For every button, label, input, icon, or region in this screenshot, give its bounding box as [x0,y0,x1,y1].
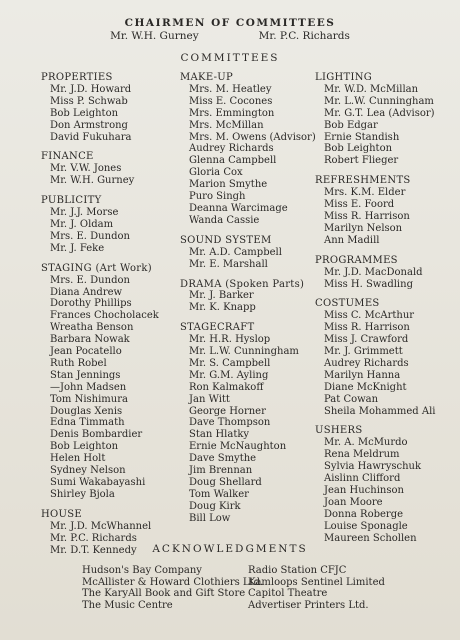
committee-member: Marion Smythe [189,179,268,191]
committee-member: Helen Holt [50,453,106,465]
committee-members [41,84,176,144]
committee-member: Miss R. Harrison [324,322,410,334]
committee-member: Bob Leighton [50,107,119,119]
committee-member: Mr. J.D. MacDonald [324,266,423,278]
committee-title: LIGHTING [315,72,373,83]
committees-heading: COMMITTEES [180,52,280,64]
chairmen-row [0,30,460,42]
committee-member: Mr. G.T. Lea (Advisor) [324,107,435,119]
committee-member: Jim Brennan [189,465,253,477]
committee-member: Mrs. E. Dundon [50,274,130,286]
committee-members [315,267,460,291]
committee-section [41,263,176,501]
acknowledgment-item: Hudson's Bay Company [82,565,202,576]
committee-member: Ann Madill [324,234,380,246]
committee-members [41,275,176,501]
committee-member: Mrs. K.M. Elder [324,187,406,199]
committee-member: Mr. L.W. Cunningham [324,95,434,107]
committee-member: Shirley Bjola [50,488,115,500]
committee-member: Mr. J.D. McWhannel [50,520,152,532]
committee-member: Dorothy Phillips [50,298,132,310]
committee-member: Mr. D.T. Kennedy [50,544,137,556]
chairman-2: Mr. P.C. Richards [258,30,350,42]
committee-member: Stan Jennings [50,369,121,381]
committee-member: Audrey Richards [324,357,409,369]
committee-members [41,207,176,255]
committee-member: Mr. V.W. Jones [50,163,122,175]
committee-section [41,151,176,187]
committee-member: Dave Smythe [189,453,257,465]
committee-member: Gloria Cox [189,167,243,179]
committee-member: —John Madsen [50,381,127,393]
page-title: CHAIRMEN OF COMMITTEES [124,17,336,29]
committee-member: Mr. J. Feke [50,242,105,254]
committee-member: Louise Sponagle [324,520,408,532]
committee-member: Deanna Warcimage [189,202,288,214]
committee-members [180,247,315,271]
committee-member: Doug Kirk [189,500,241,512]
acknowledgment-item: Advertiser Printers Ltd. [248,599,369,611]
committee-member: Bill Low [189,512,231,524]
committee-member: Ron Kalmakoff [189,381,264,393]
committee-member: Mr. A. McMurdo [324,437,408,449]
committee-member: Miss C. McArthur [324,310,415,322]
committee-member: Edna Timmath [50,417,125,429]
committee-section [315,255,460,291]
committee-member: Mr. J.J. Morse [50,207,119,219]
acknowledgment-item: The KaryAll Book and Gift Store [82,588,246,599]
committee-member: Glenna Campbell [189,155,277,167]
acknowledgment-item: The Music Centre [82,599,173,611]
committee-members [180,334,315,525]
committee-member: Doug Shellard [189,477,262,488]
committee-member: Mr. J.D. Howard [50,83,132,95]
committee-members [315,437,460,544]
committee-member: Mrs. McMillan [189,119,264,131]
acknowledgments-left [82,565,263,611]
committee-member: Rena Meldrum [324,449,400,461]
committee-members [41,163,176,187]
committee-member: David Fukuhara [50,131,132,143]
committee-member: Mr. G.M. Ayling [189,369,269,381]
committee-member: Mr. J. Oldam [50,218,114,230]
chairman-1: Mr. W.H. Gurney [110,30,199,42]
committee-member: Wreatha Benson [50,322,134,334]
committee-member: Frances Chocholacek [50,310,159,322]
committee-section [315,72,460,167]
committee-member: Mr. H.R. Hyslop [189,334,271,346]
acknowledgments-heading: ACKNOWLEDGMENTS [152,543,308,555]
committee-member: Marilyn Hanna [324,369,401,381]
committee-member: Audrey Richards [189,143,274,155]
committee-member: Sumi Wakabayashi [50,477,146,488]
committee-member: Diana Andrew [50,286,123,298]
committee-member: Mrs. M. Owens (Advisor) [189,131,316,143]
committee-member: Miss H. Swadling [324,278,413,290]
committee-member: Sylvia Hawryschuk [324,461,422,473]
committee-member: Joan Moore [324,496,383,508]
committee-column-2 [180,72,315,533]
committee-title: HOUSE [41,508,82,520]
committee-member: Wanda Cassie [189,214,260,226]
committee-member: Robert Flieger [324,155,399,167]
committee-member: Ernie McNaughton [189,441,287,453]
committee-members [315,187,460,247]
committee-member: Mr. L.W. Cunningham [189,346,299,358]
committee-column-3 [315,72,460,553]
committee-section [315,298,460,417]
committee-title: PROGRAMMES [315,254,398,266]
committee-member: Douglas Xenis [50,405,123,417]
committee-member: Jean Pocatello [50,346,122,358]
committee-member: Miss P. Schwab [50,95,128,107]
committee-member: Barbara Nowak [50,334,130,346]
committee-member: Marilyn Nelson [324,222,403,234]
committee-member: Bob Leighton [324,143,393,155]
committee-member: Maureen Schollen [324,532,417,544]
committee-title: STAGECRAFT [180,322,255,334]
committee-section [180,235,315,271]
acknowledgment-item: Kamloops Sentinel Limited [248,576,385,588]
committee-member: Bob Edgar [324,119,378,131]
committee-column-1 [41,72,176,564]
committee-member: Sydney Nelson [50,465,126,477]
committee-member: Miss R. Harrison [324,210,410,222]
committee-members [315,84,460,167]
committee-member: Tom Walker [189,488,249,500]
committee-member: Tom Nishimura [50,393,128,405]
committee-member: Mrs. Emmington [189,107,275,119]
acknowledgment-item: McAllister & Howard Clothiers Ltd. [82,576,264,588]
committee-section [41,72,176,143]
committee-member: Don Armstrong [50,119,128,131]
committee-title: SOUND SYSTEM [180,234,272,246]
committee-member: Stan Hlatky [189,429,250,441]
committee-section [180,279,315,315]
committee-member: Dave Thompson [189,417,271,429]
committee-member: George Horner [189,405,266,417]
committee-member: Puro Singh [189,191,246,203]
committee-title: PUBLICITY [41,195,102,207]
acknowledgment-item: Radio Station CFJC [248,565,347,576]
committee-member: Ruth Robel [50,357,107,369]
acknowledgments-right [248,565,385,611]
committee-section [41,195,176,255]
committee-section [180,72,315,227]
committee-member: Miss E. Cocones [189,95,273,107]
committee-member: Ernie Standish [324,131,400,143]
committee-title: STAGING (Art Work) [41,262,152,274]
committee-member: Mr. W.H. Gurney [50,175,135,187]
committee-title: PROPERTIES [41,72,113,83]
committee-member: Bob Leighton [50,441,119,453]
committee-member: Sheila Mohammed Ali [324,405,436,417]
committee-members [180,84,315,227]
committee-member: Mr. P.C. Richards [50,532,137,544]
committee-member: Mrs. E. Dundon [50,230,130,242]
acknowledgment-item: Capitol Theatre [248,588,328,599]
committee-title: REFRESHMENTS [315,175,411,187]
committee-member: Mr. W.D. McMillan [324,83,419,95]
committee-member: Mrs. M. Heatley [189,83,272,95]
committee-members [180,290,315,314]
committee-title: DRAMA (Spoken Parts) [180,278,305,290]
committee-member: Diane McKnight [324,381,407,393]
committee-title: USHERS [315,425,363,437]
committee-member: Mr. J. Barker [189,290,254,302]
committee-member: Jean Huchinson [324,485,404,496]
committee-title: MAKE-UP [180,72,234,83]
committee-member: Mr. J. Grimmett [324,346,403,358]
committee-section [180,322,315,524]
committee-members [315,310,460,417]
committee-member: Mr. A.D. Campbell [189,246,282,258]
committee-member: Aislinn Clifford [324,473,401,485]
committee-member: Mr. K. Knapp [189,302,256,314]
committee-member: Miss J. Crawford [324,334,409,346]
committee-title: FINANCE [41,151,94,163]
committee-section [315,425,460,544]
committee-member: Pat Cowan [324,393,379,405]
committee-member: Mr. E. Marshall [189,258,268,270]
committee-section [315,175,460,246]
committee-member: Denis Bombardier [50,429,143,441]
committee-member: Donna Roberge [324,508,404,520]
committee-member: Miss E. Foord [324,199,395,211]
committee-member: Jan Witt [189,393,230,405]
committee-member: Mr. S. Campbell [189,357,271,369]
committee-title: COSTUMES [315,298,380,310]
